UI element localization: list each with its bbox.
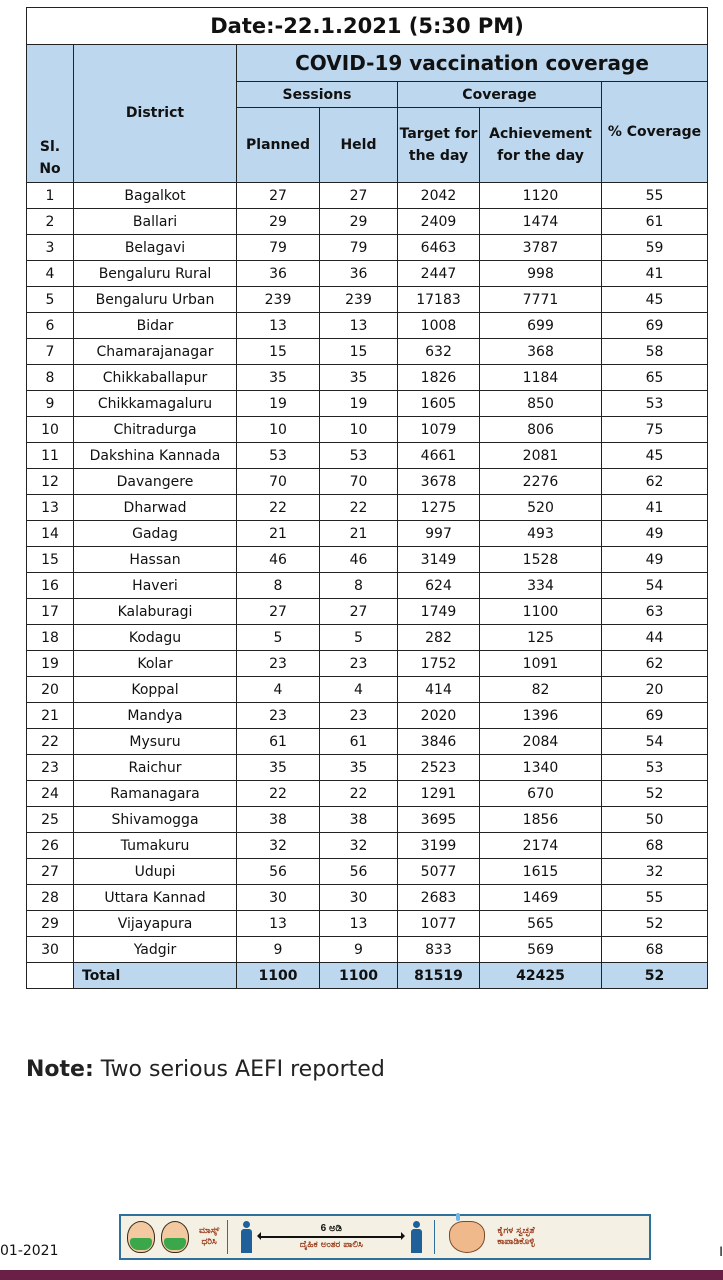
sl-cell: 18 (27, 625, 74, 651)
target-cell: 3678 (398, 469, 480, 495)
held-cell: 79 (320, 235, 398, 261)
sl-cell: 24 (27, 781, 74, 807)
district-cell: Ramanagara (74, 781, 237, 807)
district-cell: Mandya (74, 703, 237, 729)
sl-cell: 2 (27, 209, 74, 235)
district-cell: Chamarajanagar (74, 339, 237, 365)
pct-cell: 32 (602, 859, 708, 885)
sl-cell: 3 (27, 235, 74, 261)
sl-cell: 6 (27, 313, 74, 339)
target-cell: 1275 (398, 495, 480, 521)
district-cell: Chikkamagaluru (74, 391, 237, 417)
planned-cell: 35 (237, 755, 320, 781)
held-cell: 15 (320, 339, 398, 365)
achievement-cell: 368 (480, 339, 602, 365)
district-cell: Bengaluru Urban (74, 287, 237, 313)
table-row (27, 443, 708, 469)
pct-cell: 41 (602, 495, 708, 521)
target-cell: 1826 (398, 365, 480, 391)
planned-cell: 46 (237, 547, 320, 573)
sl-cell: 9 (27, 391, 74, 417)
planned-cell: 35 (237, 365, 320, 391)
sl-cell: 8 (27, 365, 74, 391)
banner-divider (434, 1220, 435, 1254)
district-cell: Raichur (74, 755, 237, 781)
held-cell: 5 (320, 625, 398, 651)
table-row (27, 885, 708, 911)
target-cell: 833 (398, 937, 480, 963)
planned-cell: 79 (237, 235, 320, 261)
held-cell: 21 (320, 521, 398, 547)
sl-cell: 29 (27, 911, 74, 937)
table-row (27, 469, 708, 495)
table-row (27, 495, 708, 521)
achievement-cell: 1474 (480, 209, 602, 235)
district-cell: Dakshina Kannada (74, 443, 237, 469)
sl-cell: 30 (27, 937, 74, 963)
achievement-cell: 699 (480, 313, 602, 339)
district-cell: Yadgir (74, 937, 237, 963)
total-pct: 52 (602, 963, 708, 989)
sl-cell: 11 (27, 443, 74, 469)
table-row (27, 937, 708, 963)
table-row (27, 729, 708, 755)
distance-value: 6 ಅಡಿ (320, 1223, 342, 1235)
planned-header: Planned (237, 108, 320, 183)
table-row (27, 807, 708, 833)
target-cell: 2447 (398, 261, 480, 287)
planned-cell: 27 (237, 183, 320, 209)
district-cell: Davangere (74, 469, 237, 495)
achievement-cell: 569 (480, 937, 602, 963)
target-cell: 3149 (398, 547, 480, 573)
held-cell: 61 (320, 729, 398, 755)
planned-cell: 23 (237, 651, 320, 677)
target-cell: 632 (398, 339, 480, 365)
table-row (27, 261, 708, 287)
pct-cell: 54 (602, 729, 708, 755)
sl-cell: 10 (27, 417, 74, 443)
pct-cell: 53 (602, 755, 708, 781)
sl-cell: 26 (27, 833, 74, 859)
coverage-header: Coverage (398, 82, 602, 108)
held-cell: 8 (320, 573, 398, 599)
sl-cell: 16 (27, 573, 74, 599)
target-cell: 4661 (398, 443, 480, 469)
target-cell: 17183 (398, 287, 480, 313)
held-cell: 239 (320, 287, 398, 313)
pct-cell: 62 (602, 469, 708, 495)
district-cell: Ballari (74, 209, 237, 235)
district-header: District (74, 45, 237, 183)
planned-cell: 56 (237, 859, 320, 885)
table-row (27, 833, 708, 859)
table-row (27, 339, 708, 365)
held-cell: 4 (320, 677, 398, 703)
planned-cell: 13 (237, 911, 320, 937)
total-row (27, 963, 708, 989)
planned-cell: 27 (237, 599, 320, 625)
table-row (27, 781, 708, 807)
planned-cell: 29 (237, 209, 320, 235)
target-cell: 3199 (398, 833, 480, 859)
held-cell: 35 (320, 755, 398, 781)
pct-cell: 62 (602, 651, 708, 677)
held-cell: 10 (320, 417, 398, 443)
achievement-cell: 2174 (480, 833, 602, 859)
achievement-cell: 1528 (480, 547, 602, 573)
district-cell: Mysuru (74, 729, 237, 755)
sl-cell: 23 (27, 755, 74, 781)
held-cell: 46 (320, 547, 398, 573)
table-row (27, 287, 708, 313)
target-cell: 1079 (398, 417, 480, 443)
pct-cell: 50 (602, 807, 708, 833)
distance-text: ದೈಹಿಕ ಅಂತರ ಪಾಲಿಸಿ (299, 1239, 363, 1250)
mask-face-icon (127, 1221, 155, 1253)
district-cell: Bagalkot (74, 183, 237, 209)
district-cell: Belagavi (74, 235, 237, 261)
sl-cell: 27 (27, 859, 74, 885)
person-icon (410, 1221, 422, 1253)
held-cell: 23 (320, 651, 398, 677)
sl-cell: 21 (27, 703, 74, 729)
planned-cell: 15 (237, 339, 320, 365)
target-cell: 3846 (398, 729, 480, 755)
planned-cell: 32 (237, 833, 320, 859)
achievement-cell: 850 (480, 391, 602, 417)
pct-cell: 45 (602, 287, 708, 313)
pct-cell: 45 (602, 443, 708, 469)
mask-face-icon (161, 1221, 189, 1253)
double-arrow-icon (261, 1236, 401, 1238)
planned-cell: 70 (237, 469, 320, 495)
sl-cell: 12 (27, 469, 74, 495)
pct-cell: 49 (602, 521, 708, 547)
district-cell: Tumakuru (74, 833, 237, 859)
planned-cell: 22 (237, 781, 320, 807)
table-row (27, 235, 708, 261)
district-cell: Gadag (74, 521, 237, 547)
hand-wash-icon (449, 1221, 485, 1253)
held-cell: 38 (320, 807, 398, 833)
target-cell: 1291 (398, 781, 480, 807)
district-cell: Dharwad (74, 495, 237, 521)
sessions-header: Sessions (237, 82, 398, 108)
district-cell: Shivamogga (74, 807, 237, 833)
report-date: Date:-22.1.2021 (5:30 PM) (27, 8, 708, 45)
target-cell: 6463 (398, 235, 480, 261)
held-cell: 22 (320, 495, 398, 521)
table-row (27, 365, 708, 391)
achievement-cell: 493 (480, 521, 602, 547)
pct-cell: 61 (602, 209, 708, 235)
target-cell: 1008 (398, 313, 480, 339)
district-cell: Bengaluru Rural (74, 261, 237, 287)
table-row (27, 703, 708, 729)
sl-cell: 17 (27, 599, 74, 625)
achievement-cell: 806 (480, 417, 602, 443)
target-cell: 1605 (398, 391, 480, 417)
held-cell: 27 (320, 183, 398, 209)
held-cell: 13 (320, 911, 398, 937)
district-cell: Udupi (74, 859, 237, 885)
achievement-cell: 1184 (480, 365, 602, 391)
table-row (27, 183, 708, 209)
banner-divider (227, 1220, 228, 1254)
table-row (27, 521, 708, 547)
held-cell: 19 (320, 391, 398, 417)
target-cell: 1749 (398, 599, 480, 625)
pct-cell: 68 (602, 833, 708, 859)
table-row (27, 313, 708, 339)
target-cell: 414 (398, 677, 480, 703)
held-cell: 27 (320, 599, 398, 625)
pct-cell: 55 (602, 183, 708, 209)
pct-cell: 41 (602, 261, 708, 287)
achievement-cell: 1340 (480, 755, 602, 781)
sl-cell: 25 (27, 807, 74, 833)
note-text: Two serious AEFI reported (93, 1057, 385, 1082)
planned-cell: 8 (237, 573, 320, 599)
achievement-cell: 3787 (480, 235, 602, 261)
achievement-cell: 998 (480, 261, 602, 287)
planned-cell: 21 (237, 521, 320, 547)
total-target: 81519 (398, 963, 480, 989)
target-cell: 2523 (398, 755, 480, 781)
target-cell: 1077 (398, 911, 480, 937)
district-cell: Kalaburagi (74, 599, 237, 625)
safety-banner (119, 1214, 651, 1260)
sl-cell: 7 (27, 339, 74, 365)
vaccination-coverage-table (26, 7, 708, 989)
table-body (27, 183, 708, 963)
planned-cell: 23 (237, 703, 320, 729)
planned-cell: 4 (237, 677, 320, 703)
held-cell: 23 (320, 703, 398, 729)
mask-text-line: ಧರಿಸಿ (201, 1237, 217, 1247)
achievement-cell: 2276 (480, 469, 602, 495)
district-cell: Chitradurga (74, 417, 237, 443)
bottom-bar (0, 1270, 723, 1280)
achievement-cell: 1615 (480, 859, 602, 885)
held-cell: 29 (320, 209, 398, 235)
mask-text (199, 1226, 219, 1248)
table-row (27, 651, 708, 677)
pct-cell: 52 (602, 781, 708, 807)
mask-text-line: ಮಾಸ್ಕ್ (199, 1226, 220, 1236)
sl-cell: 4 (27, 261, 74, 287)
target-cell: 3695 (398, 807, 480, 833)
achievement-cell: 1091 (480, 651, 602, 677)
achievement-cell: 1120 (480, 183, 602, 209)
achievement-cell: 334 (480, 573, 602, 599)
target-cell: 2683 (398, 885, 480, 911)
district-cell: Hassan (74, 547, 237, 573)
pct-coverage-header: % Coverage (602, 82, 708, 183)
achievement-cell: 1100 (480, 599, 602, 625)
table-row (27, 625, 708, 651)
pct-cell: 49 (602, 547, 708, 573)
planned-cell: 5 (237, 625, 320, 651)
pct-cell: 55 (602, 885, 708, 911)
planned-cell: 36 (237, 261, 320, 287)
pct-cell: 75 (602, 417, 708, 443)
pct-cell: 44 (602, 625, 708, 651)
table-row (27, 755, 708, 781)
pct-cell: 53 (602, 391, 708, 417)
table-row (27, 547, 708, 573)
target-cell: 2042 (398, 183, 480, 209)
pct-cell: 54 (602, 573, 708, 599)
held-cell: 9 (320, 937, 398, 963)
hygiene-text-line: ಕಾಪಾಡಿಕೊಳ್ಳಿ (497, 1237, 535, 1247)
table-row (27, 417, 708, 443)
planned-cell: 239 (237, 287, 320, 313)
target-cell: 2020 (398, 703, 480, 729)
sl-cell: 28 (27, 885, 74, 911)
district-cell: Bidar (74, 313, 237, 339)
total-achievement: 42425 (480, 963, 602, 989)
held-cell: 56 (320, 859, 398, 885)
achievement-cell: 2084 (480, 729, 602, 755)
held-cell: 53 (320, 443, 398, 469)
achievement-cell: 125 (480, 625, 602, 651)
district-cell: Haveri (74, 573, 237, 599)
table-row (27, 859, 708, 885)
table-row (27, 599, 708, 625)
achievement-cell: 1856 (480, 807, 602, 833)
achievement-cell: 565 (480, 911, 602, 937)
target-header: Target for the day (398, 108, 480, 183)
district-cell: Koppal (74, 677, 237, 703)
held-cell: 35 (320, 365, 398, 391)
district-cell: Chikkaballapur (74, 365, 237, 391)
planned-cell: 30 (237, 885, 320, 911)
table-row (27, 911, 708, 937)
held-cell: 32 (320, 833, 398, 859)
planned-cell: 19 (237, 391, 320, 417)
target-cell: 1752 (398, 651, 480, 677)
achievement-header: Achievement for the day (480, 108, 602, 183)
planned-cell: 10 (237, 417, 320, 443)
target-cell: 997 (398, 521, 480, 547)
sl-no-header: Sl. No (27, 45, 74, 183)
held-cell: 22 (320, 781, 398, 807)
pct-cell: 59 (602, 235, 708, 261)
achievement-cell: 1396 (480, 703, 602, 729)
table-row (27, 573, 708, 599)
table-row (27, 391, 708, 417)
pct-cell: 65 (602, 365, 708, 391)
note-label: Note: (26, 1057, 94, 1082)
target-cell: 624 (398, 573, 480, 599)
district-cell: Kodagu (74, 625, 237, 651)
total-planned: 1100 (237, 963, 320, 989)
total-held: 1100 (320, 963, 398, 989)
hygiene-text (497, 1226, 534, 1248)
planned-cell: 13 (237, 313, 320, 339)
table-row (27, 209, 708, 235)
planned-cell: 22 (237, 495, 320, 521)
pct-cell: 63 (602, 599, 708, 625)
district-cell: Kolar (74, 651, 237, 677)
target-cell: 282 (398, 625, 480, 651)
achievement-cell: 82 (480, 677, 602, 703)
sl-cell: 1 (27, 183, 74, 209)
held-cell: 70 (320, 469, 398, 495)
note (26, 1057, 385, 1082)
district-cell: Vijayapura (74, 911, 237, 937)
footer-right-fragment: I (719, 1243, 723, 1259)
hygiene-text-line: ಕೈಗಳ ಸ್ವಚ್ಛತೆ (497, 1226, 535, 1236)
held-cell: 13 (320, 313, 398, 339)
footer-date-fragment: 01-2021 (0, 1243, 59, 1259)
held-header: Held (320, 108, 398, 183)
held-cell: 30 (320, 885, 398, 911)
sl-cell: 15 (27, 547, 74, 573)
planned-cell: 9 (237, 937, 320, 963)
table-title: COVID-19 vaccination coverage (237, 45, 708, 82)
pct-cell: 52 (602, 911, 708, 937)
district-cell: Uttara Kannad (74, 885, 237, 911)
sl-cell: 13 (27, 495, 74, 521)
target-cell: 2409 (398, 209, 480, 235)
achievement-cell: 2081 (480, 443, 602, 469)
held-cell: 36 (320, 261, 398, 287)
achievement-cell: 670 (480, 781, 602, 807)
planned-cell: 38 (237, 807, 320, 833)
pct-cell: 20 (602, 677, 708, 703)
total-sl-cell (27, 963, 74, 989)
sl-cell: 19 (27, 651, 74, 677)
target-cell: 5077 (398, 859, 480, 885)
sl-cell: 5 (27, 287, 74, 313)
pct-cell: 69 (602, 703, 708, 729)
sl-cell: 20 (27, 677, 74, 703)
pct-cell: 58 (602, 339, 708, 365)
planned-cell: 61 (237, 729, 320, 755)
total-label: Total (74, 963, 237, 989)
person-icon (240, 1221, 252, 1253)
achievement-cell: 1469 (480, 885, 602, 911)
pct-cell: 69 (602, 313, 708, 339)
distance-group (256, 1223, 406, 1251)
achievement-cell: 520 (480, 495, 602, 521)
sl-cell: 14 (27, 521, 74, 547)
achievement-cell: 7771 (480, 287, 602, 313)
table-row (27, 677, 708, 703)
planned-cell: 53 (237, 443, 320, 469)
sl-cell: 22 (27, 729, 74, 755)
pct-cell: 68 (602, 937, 708, 963)
